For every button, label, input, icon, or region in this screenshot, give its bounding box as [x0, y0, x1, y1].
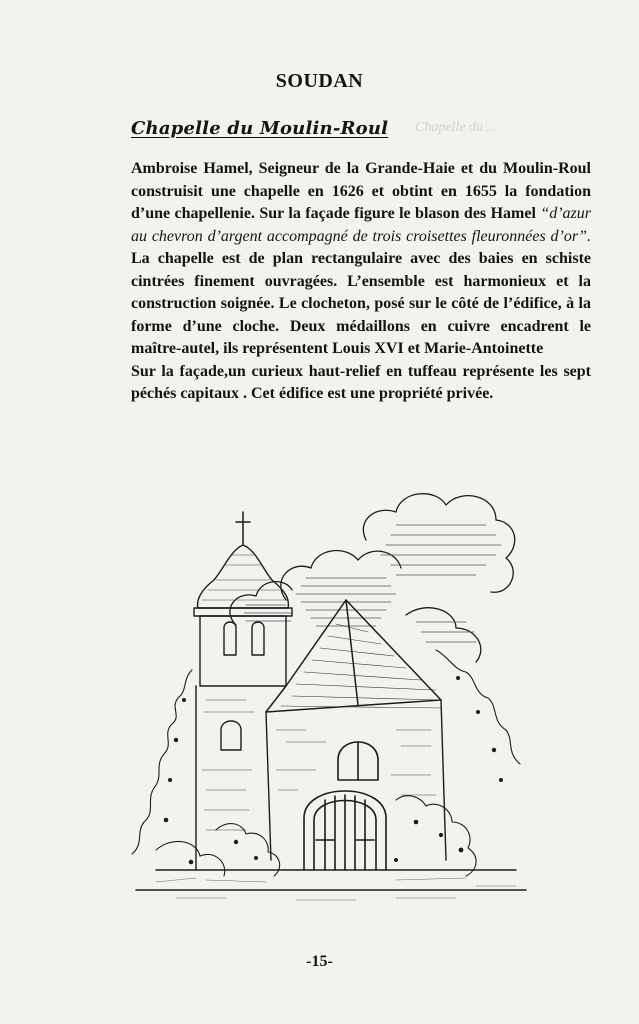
chapel-walls [136, 686, 526, 890]
arched-window [338, 742, 378, 780]
paragraph-1 [131, 158, 591, 361]
body-text [131, 158, 591, 406]
chapel-roof [266, 600, 441, 712]
page-number: -15- [306, 953, 333, 970]
bell-tower [194, 545, 292, 686]
paragraph-2: Sur la façade,un curieux haut-relief en tuffeau représente les sept péchés capitaux . Cet édifice est une propriété privée. [131, 362, 591, 402]
chapel-illustration [96, 450, 536, 920]
paragraph-1-part-1: Ambroise Hamel, Seigneur de la Grande-Haie et du Moulin-Roul construisit une chapelle en 1626 et obtint en 1655 la fondation d’une chapellenie. Sur la façade figure le blason des Hamel [131, 160, 591, 222]
section-heading: Chapelle du Moulin-Roul [131, 118, 389, 139]
bleed-through-text: Chapelle du ... [415, 120, 498, 135]
ivy-vegetation [132, 650, 520, 876]
page-title: SOUDAN [275, 70, 364, 92]
chapel-door [304, 791, 386, 870]
blazon-quote: “d’azur au chevron d’argent accompagné de trois croisettes fleuronnées d’or”. [131, 205, 591, 245]
tower-window [221, 721, 241, 750]
cross-icon [236, 512, 250, 545]
paragraph-1-part-2: La chapelle est de plan rectangulaire avec des baies en schiste cintrées finement ouvragées. L’ensemble est harmonieux et la construction soignée. Le clocheton, posé sur le côté de l’édifice, à la forme d’une cloche. Deux médaillons en cuivre encadrent le maître-autel, ils représentent Louis XVI et Marie-Antoinette [131, 250, 591, 357]
